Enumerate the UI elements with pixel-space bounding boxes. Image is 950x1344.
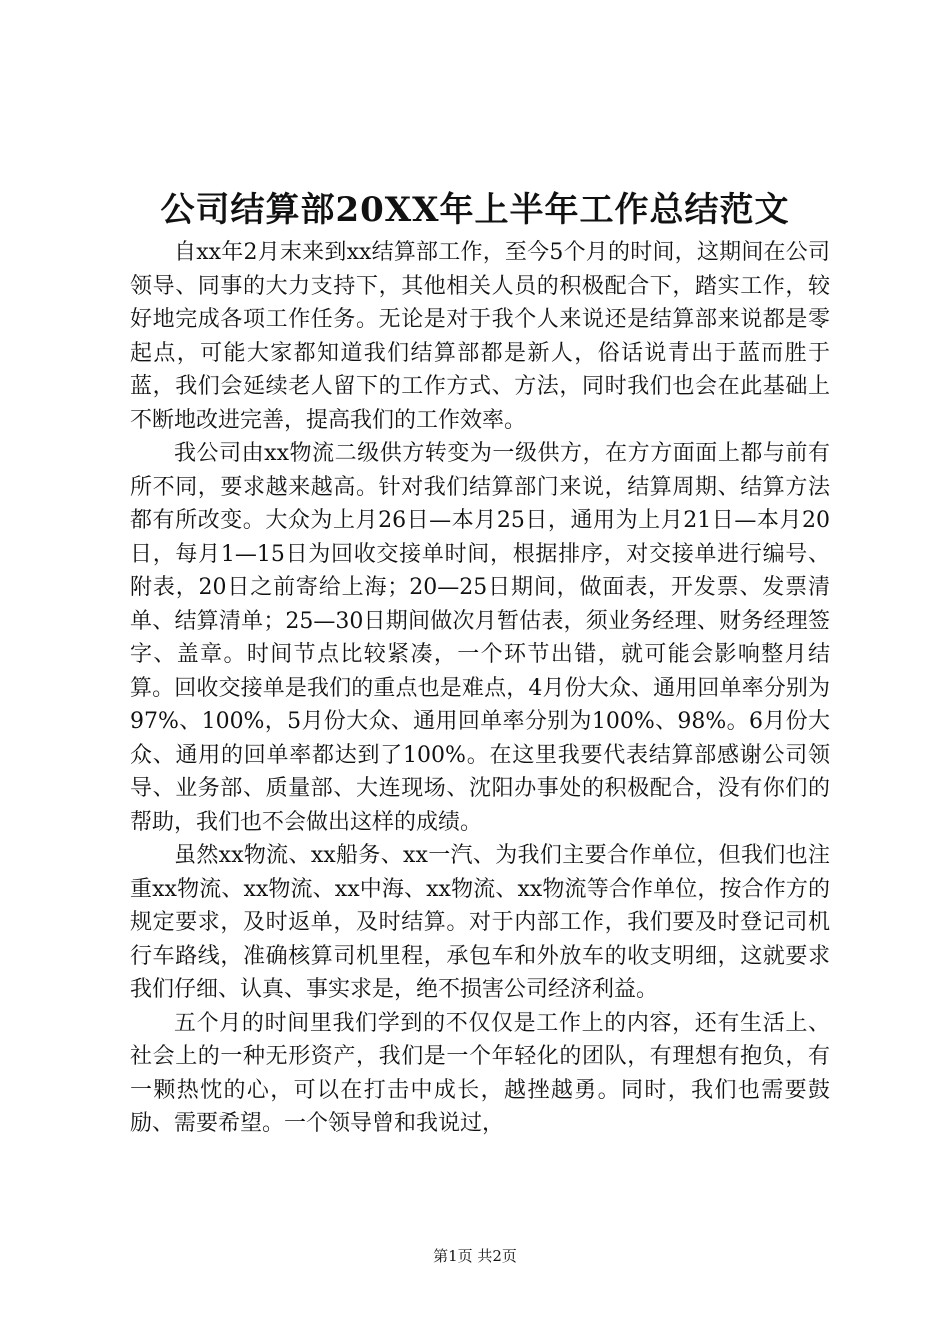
paragraph-4: 五个月的时间里我们学到的不仅仅是工作上的内容，还有生活上、社会上的一种无形资产，我们是一个年轻化的团队，有理想有抱负，有一颗热忱的心，可以在打击中成长，越挫越勇。同时，我们也需要鼓励、需要希望。一个领导曾和我说过， — [130, 1010, 830, 1136]
document-body — [130, 236, 830, 1141]
paragraph-2: 我公司由xx物流二级供方转变为一级供方，在方方面面上都与前有所不同，要求越来越高。针对我们结算部门来说，结算周期、结算方法都有所改变。大众为上月26日—本月25日，通用为上月21日—本月20日，每月1—15日为回收交接单时间，根据排序，对交接单进行编号、附表，20日之前寄给上海；20—25日期间，做面表，开发票、发票清单、结算清单；25—30日期间做次月暂估表，须业务经理、财务经理签字、盖章。时间节点比较紧凑，一个环节出错，就可能会影响整月结算。回收交接单是我们的重点也是难点，4月份大众、通用回单率分别为97%、100%，5月份大众、通用回单率分别为100%、98%。6月份大众、通用的回单率都达到了100%。在这里我要代表结算部感谢公司领导、业务部、质量部、大连现场、沈阳办事处的积极配合，没有你们的帮助，我们也不会做出这样的成绩。 — [130, 441, 830, 835]
document-title: 公司结算部20XX年上半年工作总结范文 — [160, 190, 790, 230]
paragraph-1: 自xx年2月末来到xx结算部工作，至今5个月的时间，这期间在公司领导、同事的大力支持下，其他相关人员的积极配合下，踏实工作，较好地完成各项工作任务。无论是对于我个人来说还是结算部来说都是零起点，可能大家都知道我们结算部都是新人，俗话说青出于蓝而胜于蓝，我们会延续老人留下的工作方式、方法，同时我们也会在此基础上不断地改进完善，提高我们的工作效率。 — [130, 240, 830, 433]
page-number-footer: 第1页 共2页 — [433, 1247, 517, 1265]
paragraph-3: 虽然xx物流、xx船务、xx一汽、为我们主要合作单位，但我们也注重xx物流、xx物流、xx中海、xx物流、xx物流等合作单位，按合作方的规定要求，及时返单，及时结算。对于内部工作，我们要及时登记司机行车路线，准确核算司机里程，承包车和外放车的收支明细，这就要求我们仔细、认真、事实求是，绝不损害公司经济利益。 — [130, 843, 830, 1002]
